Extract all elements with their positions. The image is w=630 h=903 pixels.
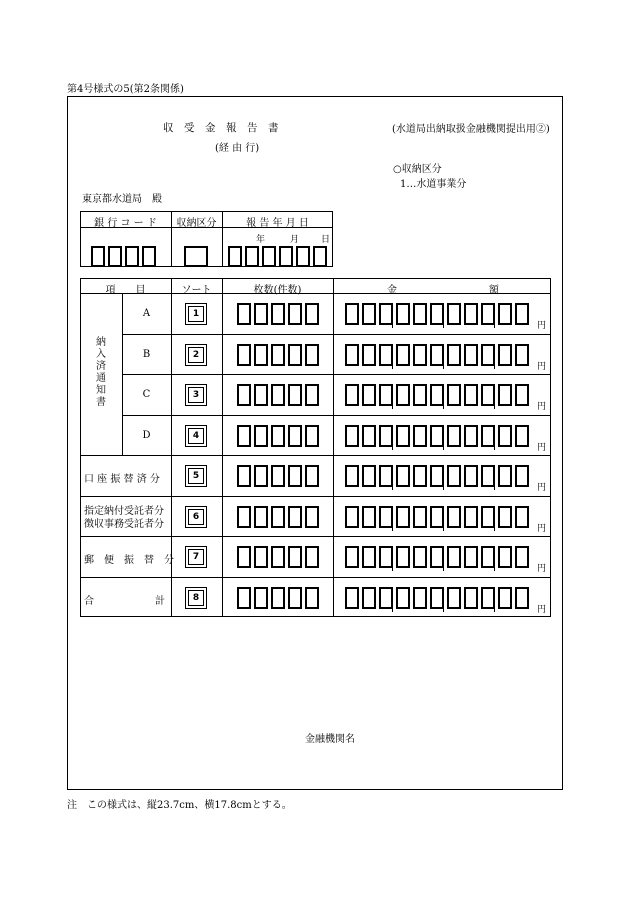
yen-unit: 円 (537, 564, 547, 574)
amount-digit[interactable] (515, 546, 529, 568)
sort-code-box: 6 (185, 506, 207, 528)
amount-digit[interactable] (379, 546, 393, 568)
amount-digit[interactable] (498, 465, 512, 487)
amount-digit[interactable] (498, 303, 512, 325)
report-date-digit[interactable] (245, 246, 259, 267)
amount-digit[interactable] (379, 506, 393, 528)
sort-code-box: 8 (185, 587, 207, 609)
amount-digit[interactable] (345, 506, 359, 528)
count-digit[interactable] (237, 546, 251, 568)
amount-digit[interactable] (345, 344, 359, 366)
count-digit[interactable] (237, 425, 251, 447)
comma-mark (392, 405, 393, 409)
count-digit[interactable] (288, 546, 302, 568)
row-label-right: 計 (155, 596, 165, 607)
col-item: 項 目 (105, 285, 146, 296)
comma-mark (443, 446, 444, 450)
amount-digit[interactable] (396, 384, 410, 406)
count-digit[interactable] (305, 384, 319, 406)
category-label: ○収納区分 (393, 164, 442, 175)
count-digit[interactable] (305, 506, 319, 528)
amount-digit[interactable] (345, 465, 359, 487)
year-label: 年 (256, 235, 266, 245)
count-digit[interactable] (254, 546, 268, 568)
amount-digit[interactable] (430, 506, 444, 528)
amount-digit[interactable] (430, 425, 444, 447)
row-label: 指定納付受託者分 (84, 506, 164, 517)
amount-digit[interactable] (447, 465, 461, 487)
count-digit[interactable] (288, 303, 302, 325)
count-digit[interactable] (254, 465, 268, 487)
month-label: 月 (290, 235, 300, 245)
yen-unit: 円 (537, 524, 547, 534)
comma-mark (443, 608, 444, 612)
yen-unit: 円 (537, 605, 547, 615)
report-date-digit[interactable] (313, 246, 327, 267)
yen-unit: 円 (537, 443, 547, 453)
amount-digit[interactable] (396, 506, 410, 528)
amount-digit[interactable] (498, 344, 512, 366)
comma-mark (494, 365, 495, 369)
comma-mark (494, 527, 495, 531)
usage-note: (水道局出納取扱金融機関提出用②) (392, 124, 550, 135)
comma-mark (392, 446, 393, 450)
form-number: 第4号様式の5(第2条関係) (67, 84, 184, 95)
amount-digit[interactable] (515, 425, 529, 447)
comma-mark (392, 527, 393, 531)
amount-digit[interactable] (396, 587, 410, 609)
count-digit[interactable] (271, 506, 285, 528)
category-value: 1…水道事業分 (400, 179, 467, 190)
comma-mark (494, 608, 495, 612)
yen-unit: 円 (537, 483, 547, 493)
amount-digit[interactable] (413, 465, 427, 487)
amount-digit[interactable] (362, 303, 376, 325)
amount-digit[interactable] (464, 344, 478, 366)
amount-digit[interactable] (464, 303, 478, 325)
count-digit[interactable] (271, 465, 285, 487)
yen-unit: 円 (537, 321, 547, 331)
comma-mark (494, 446, 495, 450)
comma-mark (443, 405, 444, 409)
count-digit[interactable] (305, 344, 319, 366)
amount-digit[interactable] (430, 465, 444, 487)
report-date-label: 報 告 年 月 日 (246, 218, 309, 229)
yen-unit: 円 (537, 362, 547, 372)
amount-digit[interactable] (413, 303, 427, 325)
group-label: 納入済通知書 (96, 337, 106, 408)
count-digit[interactable] (305, 465, 319, 487)
amount-digit[interactable] (481, 587, 495, 609)
comma-mark (392, 608, 393, 612)
amount-digit[interactable] (464, 425, 478, 447)
amount-digit[interactable] (362, 546, 376, 568)
row-label-left: 合 (84, 596, 94, 607)
amount-digit[interactable] (396, 546, 410, 568)
amount-digit[interactable] (379, 344, 393, 366)
amount-digit[interactable] (498, 425, 512, 447)
amount-digit[interactable] (362, 506, 376, 528)
count-digit[interactable] (254, 303, 268, 325)
count-digit[interactable] (237, 303, 251, 325)
form-subtitle: (経 由 行) (215, 143, 260, 154)
count-digit[interactable] (305, 587, 319, 609)
row-label-2: 徴収事務受託者分 (84, 519, 164, 530)
row-label: 郵 便 振 替 分 (84, 555, 174, 566)
row-label: B (142, 349, 151, 360)
bank-code-digit[interactable] (142, 246, 156, 267)
count-digit[interactable] (288, 425, 302, 447)
sort-code-box: 3 (185, 384, 207, 406)
comma-mark (443, 567, 444, 571)
amount-digit[interactable] (481, 303, 495, 325)
report-date-digit[interactable] (228, 246, 242, 267)
count-digit[interactable] (305, 425, 319, 447)
amount-digit[interactable] (515, 344, 529, 366)
comma-mark (392, 567, 393, 571)
count-digit[interactable] (237, 506, 251, 528)
report-date-digit[interactable] (296, 246, 310, 267)
amount-digit[interactable] (515, 384, 529, 406)
category-digit[interactable] (184, 246, 208, 267)
report-date-digit[interactable] (279, 246, 293, 267)
amount-digit[interactable] (515, 303, 529, 325)
col-sort: ソート (181, 285, 212, 296)
amount-digit[interactable] (481, 506, 495, 528)
amount-digit[interactable] (430, 587, 444, 609)
amount-digit[interactable] (447, 384, 461, 406)
amount-digit[interactable] (396, 303, 410, 325)
row-label: C (142, 389, 151, 400)
count-digit[interactable] (254, 384, 268, 406)
amount-digit[interactable] (498, 384, 512, 406)
count-digit[interactable] (254, 587, 268, 609)
yen-unit: 円 (537, 402, 547, 412)
amount-digit[interactable] (447, 587, 461, 609)
amount-digit[interactable] (379, 465, 393, 487)
amount-digit[interactable] (464, 465, 478, 487)
count-digit[interactable] (271, 587, 285, 609)
amount-digit[interactable] (447, 344, 461, 366)
bank-code-digit[interactable] (125, 246, 139, 267)
comma-mark (392, 365, 393, 369)
count-digit[interactable] (254, 506, 268, 528)
amount-digit[interactable] (515, 506, 529, 528)
amount-digit[interactable] (362, 344, 376, 366)
amount-digit[interactable] (481, 425, 495, 447)
amount-digit[interactable] (464, 546, 478, 568)
col-amount-kin: 金 (387, 285, 397, 296)
count-digit[interactable] (271, 425, 285, 447)
amount-digit[interactable] (413, 344, 427, 366)
bank-code-digit[interactable] (91, 246, 105, 267)
category-header-label: 収納区分 (176, 218, 217, 229)
count-digit[interactable] (237, 384, 251, 406)
amount-digit[interactable] (447, 303, 461, 325)
col-amount-gaku: 額 (489, 285, 499, 296)
amount-digit[interactable] (498, 587, 512, 609)
comma-mark (494, 405, 495, 409)
sort-code-box: 4 (185, 425, 207, 447)
amount-digit[interactable] (464, 587, 478, 609)
amount-digit[interactable] (464, 506, 478, 528)
count-digit[interactable] (254, 344, 268, 366)
amount-digit[interactable] (396, 425, 410, 447)
row-label: 口 座 振 替 済 分 (84, 474, 160, 485)
amount-digit[interactable] (413, 384, 427, 406)
amount-digit[interactable] (481, 465, 495, 487)
count-digit[interactable] (288, 587, 302, 609)
count-digit[interactable] (271, 546, 285, 568)
amount-digit[interactable] (447, 425, 461, 447)
amount-digit[interactable] (447, 546, 461, 568)
comma-mark (494, 324, 495, 328)
amount-digit[interactable] (345, 587, 359, 609)
comma-mark (392, 324, 393, 328)
addressee: 東京都水道局 殿 (82, 194, 162, 205)
amount-digit[interactable] (396, 465, 410, 487)
amount-digit[interactable] (430, 303, 444, 325)
sort-code-box: 5 (185, 465, 207, 487)
comma-mark (392, 486, 393, 490)
amount-digit[interactable] (379, 587, 393, 609)
amount-digit[interactable] (481, 546, 495, 568)
comma-mark (443, 486, 444, 490)
amount-digit[interactable] (447, 506, 461, 528)
count-digit[interactable] (288, 506, 302, 528)
amount-digit[interactable] (362, 465, 376, 487)
form-title: 収 受 金 報 告 書 (163, 122, 279, 134)
comma-mark (494, 567, 495, 571)
amount-digit[interactable] (413, 546, 427, 568)
count-digit[interactable] (271, 344, 285, 366)
amount-digit[interactable] (345, 384, 359, 406)
amount-digit[interactable] (413, 587, 427, 609)
amount-digit[interactable] (515, 465, 529, 487)
count-digit[interactable] (237, 344, 251, 366)
bank-code-label: 銀 行 コ ー ド (94, 218, 157, 229)
amount-digit[interactable] (379, 425, 393, 447)
amount-digit[interactable] (413, 425, 427, 447)
col-count: 枚数(件数) (253, 285, 302, 296)
count-digit[interactable] (288, 465, 302, 487)
amount-digit[interactable] (430, 546, 444, 568)
comma-mark (443, 365, 444, 369)
amount-digit[interactable] (362, 587, 376, 609)
count-digit[interactable] (305, 546, 319, 568)
amount-digit[interactable] (413, 506, 427, 528)
comma-mark (494, 486, 495, 490)
footnote: 注 この様式は、縦23.7cm、横17.8cmとする。 (67, 800, 292, 811)
report-date-digit[interactable] (262, 246, 276, 267)
amount-digit[interactable] (345, 303, 359, 325)
amount-digit[interactable] (515, 587, 529, 609)
amount-digit[interactable] (345, 546, 359, 568)
row-label: A (142, 308, 151, 319)
count-digit[interactable] (237, 587, 251, 609)
amount-digit[interactable] (498, 506, 512, 528)
count-digit[interactable] (288, 344, 302, 366)
amount-digit[interactable] (345, 425, 359, 447)
sort-code-box: 1 (185, 303, 207, 325)
count-digit[interactable] (254, 425, 268, 447)
comma-mark (443, 324, 444, 328)
amount-digit[interactable] (362, 425, 376, 447)
count-digit[interactable] (305, 303, 319, 325)
comma-mark (443, 527, 444, 531)
amount-digit[interactable] (379, 384, 393, 406)
count-digit[interactable] (271, 303, 285, 325)
bank-code-digit[interactable] (108, 246, 122, 267)
amount-digit[interactable] (498, 546, 512, 568)
count-digit[interactable] (271, 384, 285, 406)
row-label: D (142, 430, 151, 441)
amount-digit[interactable] (430, 344, 444, 366)
amount-digit[interactable] (481, 344, 495, 366)
sort-code-box: 2 (185, 344, 207, 366)
amount-digit[interactable] (481, 384, 495, 406)
institution-label: 金融機関名 (305, 734, 355, 745)
day-label: 日 (321, 235, 331, 245)
count-digit[interactable] (288, 384, 302, 406)
amount-digit[interactable] (379, 303, 393, 325)
amount-digit[interactable] (396, 344, 410, 366)
sort-code-box: 7 (185, 546, 207, 568)
amount-digit[interactable] (430, 384, 444, 406)
amount-digit[interactable] (464, 384, 478, 406)
count-digit[interactable] (237, 465, 251, 487)
amount-digit[interactable] (362, 384, 376, 406)
